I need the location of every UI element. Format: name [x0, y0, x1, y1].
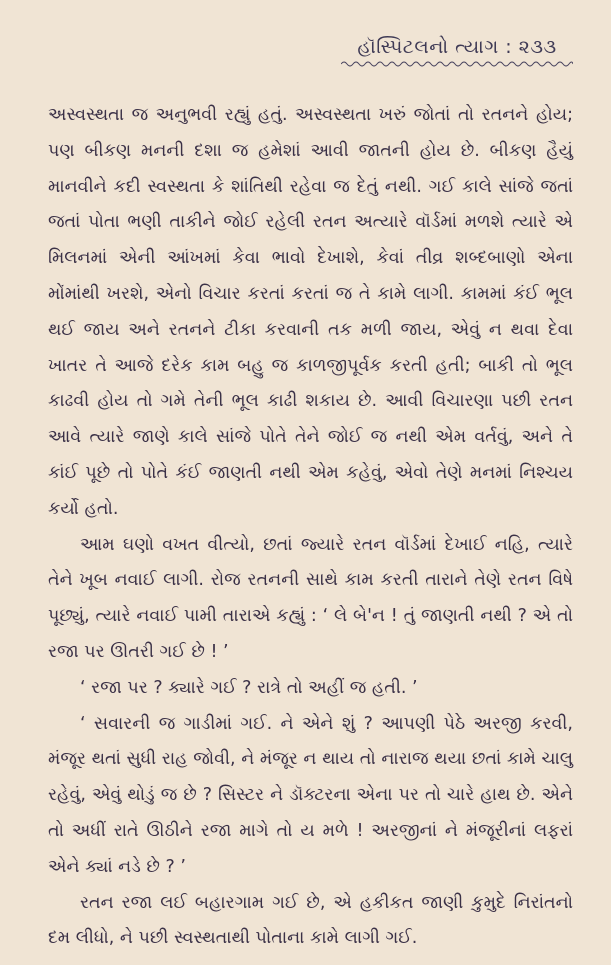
paragraph-2: આમ ઘણો વખત વીત્યો, છતાં જ્યારે રતન વૉર્ડમાં દેખાઈ નહિ, ત્યારે તેને ખૂબ નવાઈ લાગી. રોજ રતનની સાથે કામ કરતી તારાને તેણે રતન વિષે પૂછ્યું, ત્યારે નવાઈ પામી તારાએ કહ્યું : ‘ લે બે'ન ! તું જાણતી નથી ? એ તો રજા પર ઊતરી ગઈ છે ! ’ [48, 534, 573, 662]
running-head: હૉસ્પિટલનો ત્યાગ : ૨૩૩ [357, 36, 557, 58]
paragraph-3: ‘ રજા પર ? ક્યારે ગઈ ? રાત્રે તો અહીં જ હતી. ’ [80, 677, 418, 698]
paragraph-5: રતન રજા લઈ બહારગામ ગઈ છે, એ હકીકત જાણી કુમુદે નિરાંતનો દમ લીધો, ને પછી સ્વસ્થતાથી પોતાના કામે લાગી ગઈ. [48, 892, 573, 949]
body-text [48, 98, 573, 957]
wavy-rule-ornament [341, 60, 573, 68]
page-header [48, 36, 573, 76]
running-head-block [341, 36, 573, 68]
paragraph-1: અસ્વસ્થતા જ અનુભવી રહ્યું હતું. અસ્વસ્થતા ખરું જોતાં તો રતનને હોય; પણ બીકણ મનની દશા જ હમેશાં આવી જાતની હોય છે. બીકણ હૈયું માનવીને કદી સ્વસ્થતા કે શાંતિથી રહેવા જ દેતું નથી. ગઈ કાલે સાંજે જતાં જતાં પોતા ભણી તાકીને જોઈ રહેલી રતન અત્યારે વૉર્ડમાં મળશે ત્યારે એ મિલનમાં એની આંખમાં કેવા ભાવો દેખાશે, કેવાં તીવ્ર શબ્દબાણો એના મોંમાંથી ખરશે, એનો વિચાર કરતાં કરતાં જ તે કામે લાગી. કામમાં કંઈ ભૂલ થઈ જાય અને રતનને ટીકા કરવાની તક મળી જાય, એવું ન થવા દેવા ખાતર તે આજે દરેક કામ બહુ જ કાળજીપૂર્વક કરતી હતી; બાકી તો ભૂલ કાઢવી હોય તો ગમે તેની ભૂલ કાઢી શકાય છે. આવી વિચારણા પછી રતન આવે ત્યારે જાણે કાલે સાંજે પોતે તેને જોઈ જ નથી એમ વર્તવું, અને તે કાંઈ પૂછે તો પોતે કંઈ જાણતી નથી એમ કહેવું, એવો તેણે મનમાં નિશ્ચય કર્યો હતો. [48, 105, 573, 519]
paragraph-4: ‘ સવારની જ ગાડીમાં ગઈ. ને એને શું ? આપણી પેઠે અરજી કરવી, મંજૂર થતાં સુધી રાહ જોવી, ને મંજૂર ન થાય તો નારાજ થયા છતાં કામે ચાલુ રહેવું, એવું થોડું જ છે ? સિસ્ટર ને ડૉક્ટરના એના પર તો ચારે હાથ છે. એને તો અધીં રાતે ઊઠીને રજા માગે તો ય મળે ! અરજીનાં ને મંજૂરીનાં લફરાં એને ક્યાં નડે છે ? ’ [48, 713, 573, 877]
